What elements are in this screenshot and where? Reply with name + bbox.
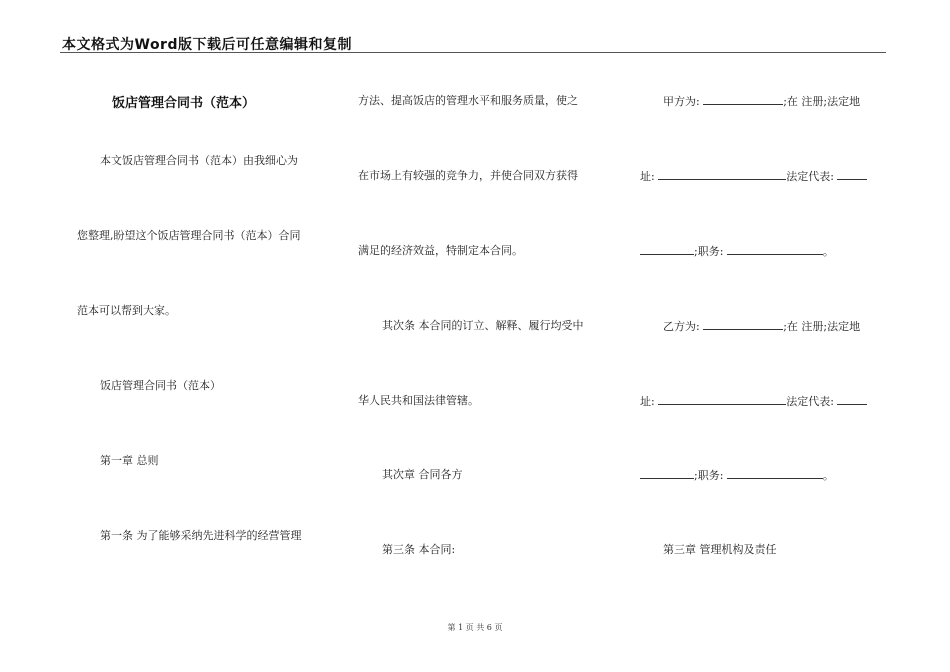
party-a-position-line (640, 244, 834, 259)
header-divider (60, 52, 886, 53)
party-b-label: 乙方为: (663, 320, 700, 333)
article-1: 第一条 为了能够采纳先进科学的经营管理 (100, 529, 302, 542)
party-b-line (663, 319, 860, 334)
col1-line-3: 范本可以帮到大家。 (77, 304, 176, 317)
party-a-label: 甲方为: (663, 95, 700, 108)
chapter-1-heading: 第一章 总则 (100, 454, 159, 467)
col2-line-1: 方法、提高饭店的管理水平和服务质量，使之 (358, 94, 578, 107)
document-title: 饭店管理合同书（范本） (112, 96, 256, 111)
col2-line-5: 华人民共和国法律管辖。 (358, 394, 479, 407)
legal-rep-blank-cont (640, 244, 694, 255)
legal-rep-label: 法定代表: (786, 170, 834, 183)
address-label-b: 址: (640, 395, 655, 408)
registered-text: ;在 注册;法定地 (783, 95, 861, 108)
period-b: 。 (822, 469, 834, 482)
page-header: 本文格式为Word版下载后可任意编辑和复制 (62, 37, 352, 53)
legal-rep-blank (837, 169, 867, 180)
col1-line-1: 本文饭店管理合同书（范本）由我细心为 (100, 154, 298, 167)
legal-rep-blank-b (837, 394, 867, 405)
col2-line-3: 满足的经济效益，特制定本合同。 (358, 244, 523, 257)
registered-text-b: ;在 注册;法定地 (783, 320, 861, 333)
position-label: ;职务: (694, 245, 724, 258)
address-label: 址: (640, 170, 655, 183)
col1-line-4: 饭店管理合同书（范本） (100, 379, 221, 392)
col2-line-2: 在市场上有较强的竞争力，并使合同双方获得 (358, 169, 578, 182)
period: 。 (822, 245, 834, 258)
page-footer: 第 1 页 共 6 页 (447, 623, 503, 632)
address-blank-b (658, 394, 786, 405)
position-blank (727, 244, 823, 255)
party-a-blank (703, 94, 783, 105)
article-2: 其次条 本合同的订立、解释、履行均受中 (382, 319, 584, 332)
party-b-address-line (640, 394, 867, 409)
col1-line-2: 您整理,盼望这个饭店管理合同书（范本）合同 (77, 229, 301, 242)
party-a-line (663, 94, 860, 109)
article-3: 第三条 本合同: (382, 543, 456, 556)
position-label-b: ;职务: (694, 469, 724, 482)
chapter-2-heading: 其次章 合同各方 (382, 468, 463, 481)
party-a-address-line (640, 169, 867, 184)
position-blank-b (727, 468, 823, 479)
party-b-blank (703, 319, 783, 330)
address-blank (658, 169, 786, 180)
party-b-position-line (640, 468, 834, 483)
chapter-3-heading: 第三章 管理机构及责任 (663, 543, 777, 556)
legal-rep-label-b: 法定代表: (786, 395, 834, 408)
legal-rep-blank-cont-b (640, 468, 694, 479)
